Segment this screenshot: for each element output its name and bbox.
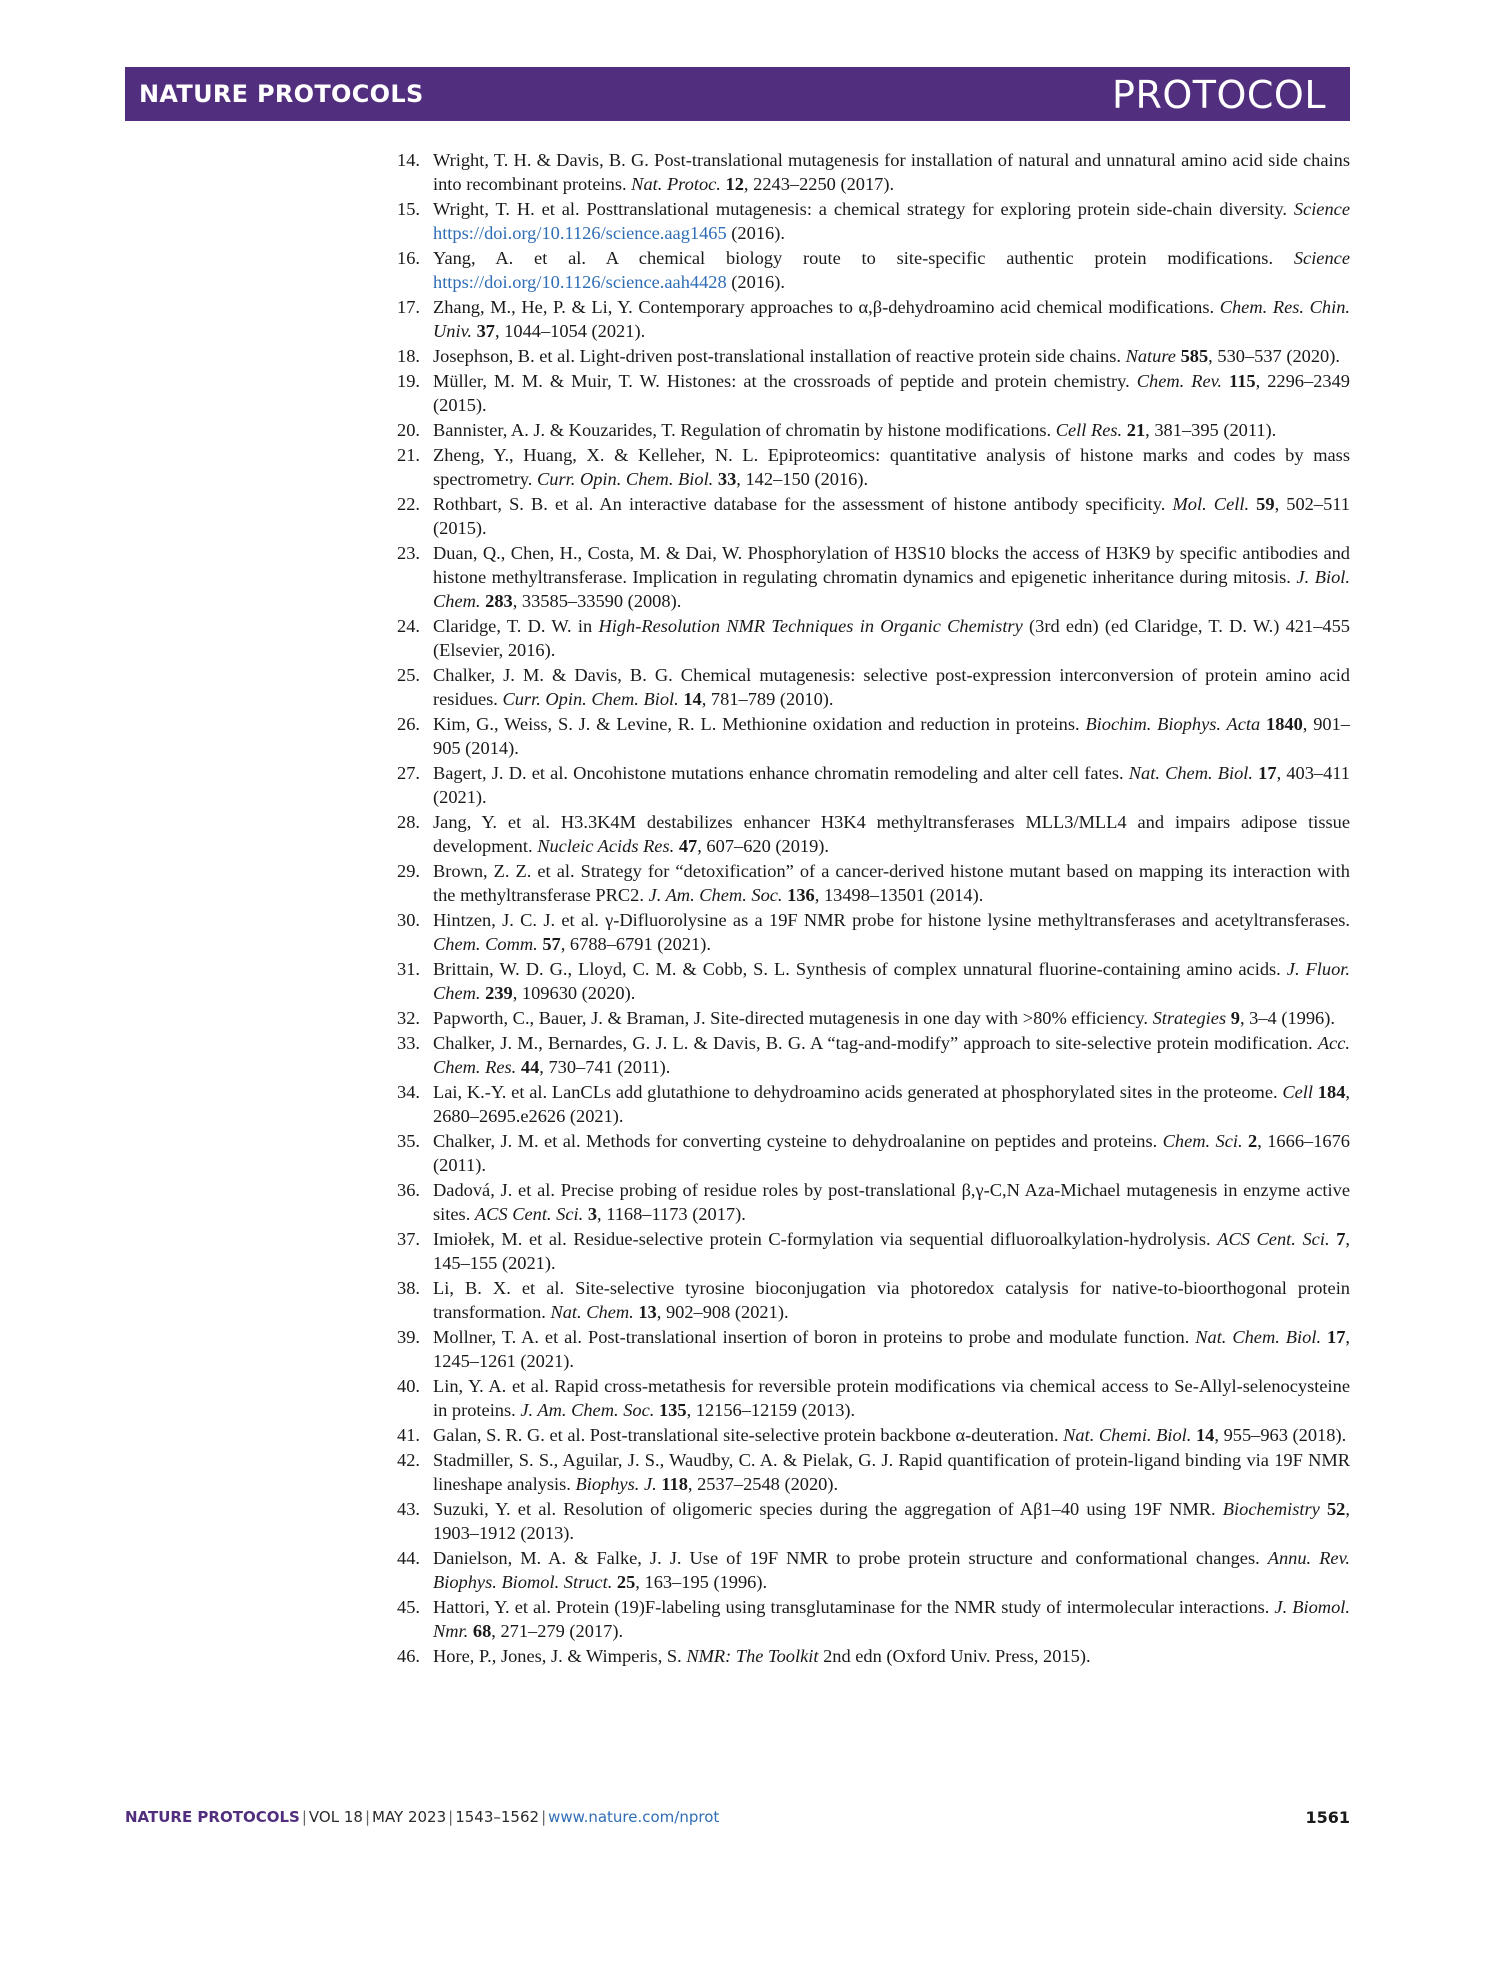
reference-text-segment: Stadmiller, S. S., Aguilar, J. S., Waudby, C. A. & Pielak, G. J. Rapid quantification of protein-ligand binding via 19F NMR lineshape analysis.: [433, 1450, 1350, 1494]
reference-text-segment: Bagert, J. D. et al. Oncohistone mutations enhance chromatin remodeling and alter cell fates.: [433, 763, 1129, 783]
reference-number: 24.: [397, 616, 420, 636]
reference-text-segment: , 6788–6791 (2021).: [560, 934, 711, 954]
journal-title: Curr. Opin. Chem. Biol.: [537, 469, 714, 489]
reference-number: 40.: [397, 1376, 420, 1396]
reference-text: [433, 346, 1340, 366]
journal-title: Biochim. Biophys. Acta: [1085, 714, 1261, 734]
volume-number: 9: [1230, 1008, 1240, 1028]
reference-item: [397, 344, 1350, 368]
article-type: PROTOCOL: [1112, 73, 1326, 117]
reference-text-segment: Danielson, M. A. & Falke, J. J. Use of 19F NMR to probe protein structure and conformational changes.: [433, 1548, 1268, 1568]
reference-text-segment: [1320, 1499, 1327, 1519]
reference-number: 41.: [397, 1425, 420, 1445]
reference-number: 44.: [397, 1548, 420, 1568]
volume-number: 59: [1256, 494, 1275, 514]
volume-number: 2: [1248, 1131, 1258, 1151]
reference-text: [433, 150, 1350, 194]
reference-text-segment: Imiołek, M. et al. Residue-selective protein C-formylation via sequential difluoroalkylation-hydrolysis.: [433, 1229, 1218, 1249]
reference-text-segment: Duan, Q., Chen, H., Costa, M. & Dai, W. Phosphorylation of H3S10 blocks the access of H3K9 by specific antibodies and histone methyltransferase. Implication in regulating chromatin dynamics and epigenetic inheritance during mitosis.: [433, 543, 1350, 587]
journal-title: Biophys. J.: [575, 1474, 657, 1494]
reference-number: 30.: [397, 910, 420, 930]
journal-title: Nat. Chem. Biol.: [1128, 763, 1253, 783]
reference-number: 42.: [397, 1450, 420, 1470]
reference-text-segment: Galan, S. R. G. et al. Post-translational site-selective protein backbone α-deuteration.: [433, 1425, 1064, 1445]
page-number: 1561: [1305, 1808, 1350, 1827]
reference-text-segment: Kim, G., Weiss, S. J. & Levine, R. L. Methionine oxidation and reduction in proteins.: [433, 714, 1086, 734]
reference-text: [433, 445, 1350, 489]
volume-number: 25: [616, 1572, 636, 1592]
reference-item: [397, 1276, 1350, 1324]
reference-text-segment: Papworth, C., Bauer, J. & Braman, J. Site-directed mutagenesis in one day with >80% efficiency.: [433, 1008, 1153, 1028]
reference-text-segment: Hintzen, J. C. J. et al. γ-Difluorolysine as a 19F NMR probe for histone lysine methyltransferases and acetyltransferases.: [433, 910, 1350, 930]
journal-title: Nat. Protoc.: [631, 174, 721, 194]
reference-item: [397, 810, 1350, 858]
reference-text: [433, 861, 1350, 905]
reference-item: [397, 246, 1350, 294]
reference-text: [433, 1131, 1350, 1175]
reference-text-segment: , 1903–1912 (2013).: [433, 1499, 1350, 1543]
journal-title: Chem. Res. Chin. Univ.: [433, 297, 1350, 341]
reference-text-segment: , 33585–33590 (2008).: [512, 591, 682, 611]
volume-number: 33: [717, 469, 737, 489]
reference-text-segment: 2nd edn (Oxford Univ. Press, 2015).: [818, 1646, 1091, 1666]
reference-text: [433, 910, 1350, 954]
reference-number: 45.: [397, 1597, 420, 1617]
reference-text: [433, 199, 1350, 243]
reference-text-segment: , 1245–1261 (2021).: [433, 1327, 1350, 1371]
reference-text: [433, 1597, 1350, 1641]
reference-item: [397, 1129, 1350, 1177]
reference-text-segment: (2016).: [726, 223, 785, 243]
reference-text: [433, 665, 1350, 709]
reference-text-segment: (2016).: [726, 272, 785, 292]
reference-text-segment: Zheng, Y., Huang, X. & Kelleher, N. L. Epiproteomics: quantitative analysis of histone marks and codes by mass spectrometry.: [433, 445, 1350, 489]
journal-name: NATURE PROTOCOLS: [139, 80, 424, 108]
reference-text-segment: Rothbart, S. B. et al. An interactive database for the assessment of histone antibody specificity.: [433, 494, 1173, 514]
reference-text-segment: Claridge, T. D. W. in: [433, 616, 599, 636]
reference-number: 15.: [397, 199, 420, 219]
journal-title: Chem. Sci.: [1162, 1131, 1243, 1151]
reference-number: 36.: [397, 1180, 420, 1200]
reference-number: 32.: [397, 1008, 420, 1028]
reference-text-segment: , 530–537 (2020).: [1208, 346, 1340, 366]
volume-number: 118: [661, 1474, 688, 1494]
volume-number: 57: [542, 934, 561, 954]
volume-number: 52: [1326, 1499, 1346, 1519]
reference-item: [397, 492, 1350, 540]
journal-title: Nat. Chem. Biol.: [1195, 1327, 1322, 1347]
reference-text-segment: , 901–905 (2014).: [433, 714, 1350, 758]
reference-item: [397, 541, 1350, 613]
reference-text-segment: Hattori, Y. et al. Protein (19)F-labeling using transglutaminase for the NMR study of intermolecular interactions.: [433, 1597, 1275, 1617]
reference-item: [397, 1595, 1350, 1643]
reference-text-segment: Zhang, M., He, P. & Li, Y. Contemporary approaches to α,β-dehydroamino acid chemical modifications.: [433, 297, 1220, 317]
reference-number: 43.: [397, 1499, 420, 1519]
reference-item: [397, 1227, 1350, 1275]
footer-separator: |: [301, 1808, 307, 1826]
reference-text-segment: , 902–908 (2021).: [656, 1302, 789, 1322]
reference-number: 46.: [397, 1646, 420, 1666]
reference-item: [397, 908, 1350, 956]
journal-title: High-Resolution NMR Techniques in Organic Chemistry: [598, 616, 1023, 636]
volume-number: 135: [658, 1400, 687, 1420]
reference-text-segment: Suzuki, Y. et al. Resolution of oligomeric species during the aggregation of Aβ1–40 using 19F NMR.: [433, 1499, 1223, 1519]
journal-title: J. Am. Chem. Soc.: [648, 885, 783, 905]
reference-item: [397, 1080, 1350, 1128]
footer-journal-name: NATURE PROTOCOLS: [125, 1808, 300, 1826]
footer-volume: VOL 18: [308, 1808, 363, 1826]
volume-number: 44: [520, 1057, 540, 1077]
reference-number: 29.: [397, 861, 420, 881]
reference-text-segment: Yang, A. et al. A chemical biology route to site-specific authentic protein modifications.: [433, 248, 1294, 268]
journal-title: Chem. Comm.: [433, 934, 538, 954]
reference-text-segment: , 109630 (2020).: [512, 983, 636, 1003]
reference-text-segment: , 3–4 (1996).: [1239, 1008, 1335, 1028]
footer-citation: [125, 1808, 719, 1826]
reference-text-segment: Lin, Y. A. et al. Rapid cross-metathesis for reversible protein modifications via chemical access to Se-Allyl-selenocysteine in proteins.: [433, 1376, 1350, 1420]
reference-text-segment: , 2680–2695.e2626 (2021).: [433, 1082, 1350, 1126]
reference-item: [397, 148, 1350, 196]
journal-title: Nucleic Acids Res.: [537, 836, 675, 856]
reference-item: [397, 957, 1350, 1005]
reference-text: [433, 812, 1350, 856]
reference-text: [433, 1450, 1350, 1494]
journal-title: NMR: The Toolkit: [686, 1646, 819, 1666]
reference-text-segment: (3rd edn) (ed Claridge, T. D. W.) 421–455 (Elsevier, 2016).: [433, 616, 1350, 660]
reference-text: [433, 1376, 1350, 1420]
reference-item: [397, 1448, 1350, 1496]
footer-page-range: 1543–1562: [455, 1808, 540, 1826]
reference-text-segment: Brown, Z. Z. et al. Strategy for “detoxification” of a cancer-derived histone mutant based on mapping its interaction with the methyltransferase PRC2.: [433, 861, 1350, 905]
journal-title: Nat. Chem.: [550, 1302, 634, 1322]
reference-text-segment: , 1168–1173 (2017).: [597, 1204, 746, 1224]
volume-number: 12: [725, 174, 744, 194]
reference-text-segment: , 381–395 (2011).: [1145, 420, 1277, 440]
journal-title: Cell: [1282, 1082, 1314, 1102]
reference-text-segment: Li, B. X. et al. Site-selective tyrosine bioconjugation via photoredox catalysis for native-to-bioorthogonal protein transformation.: [433, 1278, 1350, 1322]
volume-number: 21: [1126, 420, 1146, 440]
volume-number: 17: [1327, 1327, 1346, 1347]
reference-text-segment: , 13498–13501 (2014).: [814, 885, 984, 905]
journal-title: Mol. Cell.: [1172, 494, 1250, 514]
page-footer: [125, 1808, 1350, 1832]
reference-item: [397, 1178, 1350, 1226]
footer-journal-link[interactable]: www.nature.com/nprot: [548, 1808, 720, 1826]
reference-text-segment: Chalker, J. M., Bernardes, G. J. L. & Davis, B. G. A “tag-and-modify” approach to site-selective protein modification.: [433, 1033, 1318, 1053]
reference-number: 35.: [397, 1131, 420, 1151]
journal-title: J. Biol. Chem.: [433, 567, 1350, 611]
volume-number: 13: [638, 1302, 657, 1322]
journal-title: Science: [1293, 199, 1350, 219]
volume-number: 3: [587, 1204, 598, 1224]
reference-number: 14.: [397, 150, 420, 170]
footer-separator: |: [448, 1808, 454, 1826]
reference-text: [433, 616, 1350, 660]
reference-number: 27.: [397, 763, 420, 783]
reference-number: 25.: [397, 665, 420, 685]
volume-number: 37: [476, 321, 495, 341]
footer-issue-date: MAY 2023: [372, 1808, 447, 1826]
reference-text-segment: Lai, K.-Y. et al. LanCLs add glutathione to dehydroamino acids generated at phosphorylated sites in the proteome.: [433, 1082, 1283, 1102]
volume-number: 1840: [1266, 714, 1303, 734]
reference-number: 33.: [397, 1033, 420, 1053]
reference-text-segment: Dadová, J. et al. Precise probing of residue roles by post-translational β,γ-C,N Aza-Michael mutagenesis in enzyme active sites.: [433, 1180, 1350, 1224]
reference-text-segment: Josephson, B. et al. Light-driven post-translational installation of reactive protein side chains.: [433, 346, 1126, 366]
reference-item: [397, 1325, 1350, 1373]
reference-number: 20.: [397, 420, 420, 440]
volume-number: 115: [1229, 371, 1256, 391]
reference-text-segment: Brittain, W. D. G., Lloyd, C. M. & Cobb, S. L. Synthesis of complex unnatural fluorine-containing amino acids.: [433, 959, 1287, 979]
reference-text: [433, 1082, 1350, 1126]
journal-title: Science: [1293, 248, 1350, 268]
reference-text: [433, 763, 1350, 807]
reference-number: 28.: [397, 812, 420, 832]
journal-title: Biochemistry: [1222, 1499, 1320, 1519]
reference-item: [397, 1374, 1350, 1422]
volume-number: 14: [683, 689, 702, 709]
reference-text-segment: Hore, P., Jones, J. & Wimperis, S.: [433, 1646, 687, 1666]
reference-number: 16.: [397, 248, 420, 268]
journal-header-bar: [125, 67, 1350, 121]
reference-text-segment: , 955–963 (2018).: [1214, 1425, 1347, 1445]
reference-text-segment: , 145–155 (2021).: [433, 1229, 1350, 1273]
reference-text-segment: Chalker, J. M. et al. Methods for converting cysteine to dehydroalanine on peptides and proteins.: [433, 1131, 1163, 1151]
journal-title: J. Am. Chem. Soc.: [520, 1400, 655, 1420]
journal-title: Strategies: [1152, 1008, 1227, 1028]
reference-text-segment: , 12156–12159 (2013).: [686, 1400, 856, 1420]
reference-text-segment: , 1666–1676 (2011).: [433, 1131, 1350, 1175]
journal-title: Nat. Chemi. Biol.: [1063, 1425, 1192, 1445]
reference-number: 17.: [397, 297, 420, 317]
reference-list: [397, 148, 1350, 1669]
reference-number: 23.: [397, 543, 420, 563]
reference-text-segment: , 2296–2349 (2015).: [433, 371, 1350, 415]
reference-text-segment: , 2537–2548 (2020).: [687, 1474, 839, 1494]
reference-item: [397, 1546, 1350, 1594]
volume-number: 17: [1258, 763, 1277, 783]
reference-item: [397, 859, 1350, 907]
reference-number: 34.: [397, 1082, 420, 1102]
reference-text-segment: , 403–411 (2021).: [433, 763, 1351, 807]
journal-title: ACS Cent. Sci.: [1217, 1229, 1330, 1249]
volume-number: 7: [1336, 1229, 1346, 1249]
reference-text-segment: Mollner, T. A. et al. Post-translational insertion of boron in proteins to probe and modulate function.: [433, 1327, 1196, 1347]
doi-link[interactable]: https://doi.org/10.1126/science.aag1465: [433, 223, 727, 243]
reference-item: [397, 369, 1350, 417]
reference-item: [397, 1006, 1350, 1030]
reference-text: [433, 494, 1350, 538]
volume-number: 136: [787, 885, 815, 905]
journal-title: Cell Res.: [1055, 420, 1123, 440]
reference-number: 22.: [397, 494, 420, 514]
reference-text: [433, 1548, 1350, 1592]
doi-link[interactable]: https://doi.org/10.1126/science.aah4428: [433, 272, 727, 292]
reference-text: [433, 1425, 1346, 1445]
volume-number: 68: [472, 1621, 492, 1641]
footer-separator: |: [364, 1808, 370, 1826]
reference-item: [397, 418, 1350, 442]
reference-text-segment: , 271–279 (2017).: [491, 1621, 624, 1641]
reference-text: [433, 959, 1350, 1003]
reference-item: [397, 1497, 1350, 1545]
reference-number: 18.: [397, 346, 420, 366]
reference-number: 37.: [397, 1229, 420, 1249]
reference-text-segment: , 142–150 (2016).: [736, 469, 869, 489]
volume-number: 585: [1180, 346, 1209, 366]
reference-number: 26.: [397, 714, 420, 734]
volume-number: 283: [485, 591, 513, 611]
reference-text: [433, 371, 1350, 415]
reference-item: [397, 614, 1350, 662]
volume-number: 239: [485, 983, 513, 1003]
volume-number: 14: [1195, 1425, 1215, 1445]
reference-text: [433, 1033, 1350, 1077]
reference-text-segment: [1222, 371, 1229, 391]
journal-title: Curr. Opin. Chem. Biol.: [502, 689, 679, 709]
footer-separator: |: [541, 1808, 547, 1826]
reference-text-segment: , 163–195 (1996).: [635, 1572, 768, 1592]
reference-text: [433, 1646, 1091, 1666]
reference-text: [433, 1180, 1350, 1224]
reference-number: 38.: [397, 1278, 420, 1298]
journal-title: ACS Cent. Sci.: [474, 1204, 584, 1224]
reference-number: 21.: [397, 445, 420, 465]
journal-title: Annu. Rev. Biophys. Biomol. Struct.: [433, 1548, 1350, 1592]
reference-text-segment: , 502–511 (2015).: [433, 494, 1350, 538]
reference-text-segment: , 1044–1054 (2021).: [494, 321, 646, 341]
reference-text: [433, 543, 1350, 611]
reference-number: 19.: [397, 371, 420, 391]
reference-text: [433, 1327, 1350, 1371]
reference-item: [397, 443, 1350, 491]
reference-text: [433, 248, 1350, 292]
reference-item: [397, 663, 1350, 711]
reference-text-segment: , 2243–2250 (2017).: [743, 174, 895, 194]
reference-text: [433, 1278, 1350, 1322]
reference-text: [433, 1229, 1350, 1273]
journal-title: J. Biomol. Nmr.: [433, 1597, 1350, 1641]
journal-title: Nature: [1125, 346, 1176, 366]
reference-text-segment: , 781–789 (2010).: [701, 689, 834, 709]
reference-text: [433, 1008, 1335, 1028]
reference-text: [433, 714, 1350, 758]
reference-text-segment: Bannister, A. J. & Kouzarides, T. Regulation of chromatin by histone modifications.: [433, 420, 1056, 440]
reference-text-segment: , 607–620 (2019).: [697, 836, 830, 856]
volume-number: 47: [678, 836, 698, 856]
reference-number: 39.: [397, 1327, 420, 1347]
reference-text-segment: Müller, M. M. & Muir, T. W. Histones: at the crossroads of peptide and protein chemistry.: [433, 371, 1137, 391]
reference-item: [397, 295, 1350, 343]
reference-text-segment: Wright, T. H. et al. Posttranslational mutagenesis: a chemical strategy for exploring protein side-chain diversity.: [433, 199, 1294, 219]
journal-title: Acc. Chem. Res.: [433, 1033, 1350, 1077]
reference-item: [397, 197, 1350, 245]
reference-item: [397, 761, 1350, 809]
reference-text: [433, 1499, 1350, 1543]
reference-number: 31.: [397, 959, 420, 979]
reference-text-segment: Wright, T. H. & Davis, B. G. Post-translational mutagenesis for installation of natural and unnatural amino acid side chains into recombinant proteins.: [433, 150, 1350, 194]
reference-item: [397, 1031, 1350, 1079]
journal-title: Chem. Rev.: [1136, 371, 1223, 391]
reference-text-segment: , 730–741 (2011).: [539, 1057, 671, 1077]
reference-item: [397, 1423, 1350, 1447]
reference-text-segment: Chalker, J. M. & Davis, B. G. Chemical mutagenesis: selective post-expression interconversion of protein amino acid residues.: [433, 665, 1350, 709]
reference-text-segment: Jang, Y. et al. H3.3K4M destabilizes enhancer H3K4 methyltransferases MLL3/MLL4 and impairs adipose tissue development.: [433, 812, 1350, 856]
volume-number: 184: [1317, 1082, 1346, 1102]
reference-item: [397, 1644, 1350, 1668]
reference-item: [397, 712, 1350, 760]
reference-text: [433, 420, 1276, 440]
journal-title: J. Fluor. Chem.: [433, 959, 1350, 1003]
reference-text: [433, 297, 1350, 341]
